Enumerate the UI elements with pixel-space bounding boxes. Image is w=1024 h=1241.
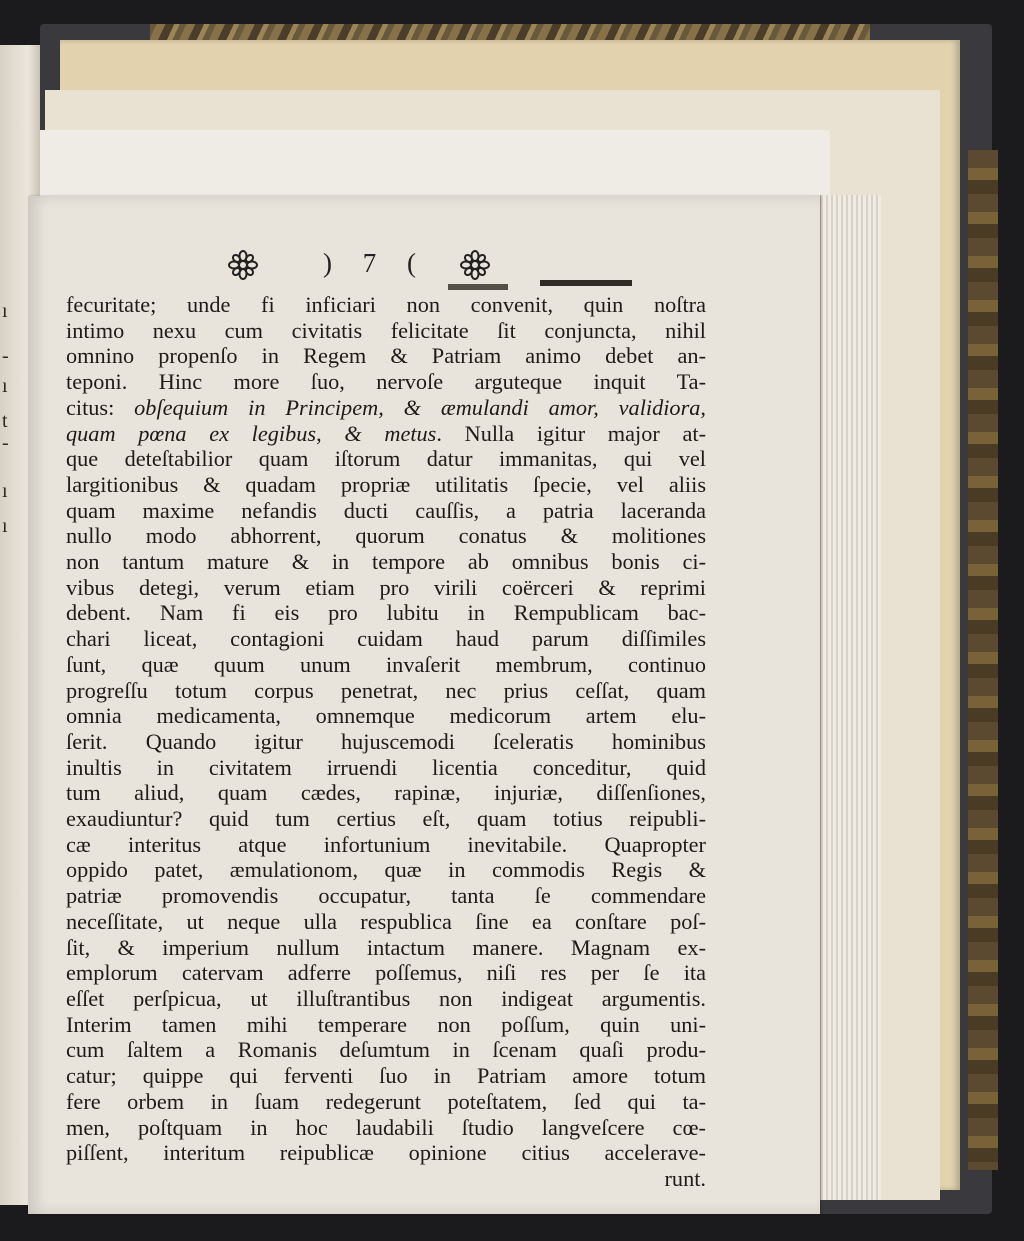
text-segment: neceſſitate, ut neque ulla respublica ſine ea conſtare poſ- xyxy=(66,908,706,934)
text-line xyxy=(66,575,706,601)
text-segment: vibus detegi, verum etiam pro virili coërceri & reprimi xyxy=(66,574,706,600)
text-segment: men, poſtquam in hoc laudabili ſtudio langveſcere cœ- xyxy=(66,1114,706,1140)
text-line xyxy=(66,1063,706,1089)
text-line xyxy=(66,806,706,832)
flower-ornament-icon xyxy=(228,250,258,280)
text-line xyxy=(66,857,706,883)
text-line xyxy=(66,1140,706,1166)
facing-page-fragment: ı xyxy=(2,300,8,322)
text-line xyxy=(66,780,706,806)
page-number: ) 7 ( xyxy=(323,248,428,278)
text-segment: chari liceat, contagioni cuidam haud parum diſſimiles xyxy=(66,626,706,652)
text-segment: ſunt, quæ quum unum invaſerit membrum, continuo xyxy=(66,651,706,677)
text-segment: eſſet perſpicua, ut illuſtrantibus non indigeat argumentis. xyxy=(66,985,706,1011)
text-line xyxy=(66,729,706,755)
text-segment: patriæ promovendis occupatur, tanta ſe commendare xyxy=(66,883,706,909)
text-line xyxy=(66,909,706,935)
text-line xyxy=(66,755,706,781)
text-segment: fere orbem in ſuam redegerunt poteſtatem, ſed qui ta- xyxy=(66,1088,706,1114)
text-line xyxy=(66,986,706,1012)
text-line xyxy=(66,369,706,395)
text-segment: inultis in civitatem irruendi licentia conceditur, quid xyxy=(66,754,706,780)
text-segment: ſerit. Quando igitur hujuscemodi ſceleratis hominibus xyxy=(66,728,706,754)
text-line xyxy=(66,421,706,447)
ink-smudge xyxy=(448,284,508,290)
text-line xyxy=(66,472,706,498)
text-line xyxy=(66,600,706,626)
text-line xyxy=(66,318,706,344)
facing-page-fragment: ı xyxy=(2,480,8,502)
text-line xyxy=(66,703,706,729)
text-segment: . Nulla igitur major at- xyxy=(436,420,706,446)
facing-page-fragment: ı xyxy=(2,375,8,397)
text-segment: progreſſu totum corpus penetrat, nec prius ceſſat, quam xyxy=(66,677,706,703)
text-segment: oppido patet, æmulationom, quæ in commodis Regis & xyxy=(66,857,706,883)
text-line xyxy=(66,446,706,472)
text-segment: piſſent, interitum reipublicæ opinione citius accelerave- xyxy=(66,1140,706,1166)
text-line xyxy=(66,343,706,369)
text-segment: intimo nexu cum civitatis felicitate ſit conjuncta, nihil xyxy=(66,317,706,343)
text-line xyxy=(66,960,706,986)
text-line xyxy=(66,549,706,575)
marbled-edge xyxy=(968,150,998,1170)
text-line xyxy=(66,1012,706,1038)
text-line xyxy=(66,1115,706,1141)
text-line xyxy=(66,498,706,524)
text-line xyxy=(66,1037,706,1063)
text-line xyxy=(66,523,706,549)
facing-page-fragment: - xyxy=(2,432,9,454)
page-header xyxy=(228,248,548,284)
text-line xyxy=(66,883,706,909)
text-segment: cum ſaltem a Romanis deſumtum in ſcenam quaſi produ- xyxy=(66,1037,706,1063)
text-segment: omnino propenſo in Regem & Patriam animo debet an- xyxy=(66,343,706,369)
body-text xyxy=(66,292,706,1192)
text-segment: quam maxime nefandis ducti cauſſis, a patria laceranda xyxy=(66,497,706,523)
text-segment: obſequium in Principem, & æmulandi amor, validiora, xyxy=(134,394,706,420)
text-segment: , xyxy=(316,420,345,446)
text-segment: catur; quippe qui ferventi ſuo in Patriam amore totum xyxy=(66,1063,706,1089)
text-line xyxy=(66,678,706,704)
text-line xyxy=(66,1089,706,1115)
text-line xyxy=(66,1166,706,1192)
text-segment: emplorum catervam adferre poſſemus, niſi res per ſe ita xyxy=(66,960,706,986)
text-segment: non tantum mature & in tempore ab omnibus bonis ci- xyxy=(66,549,706,575)
text-segment: ſit, & imperium nullum intactum manere. Magnam ex- xyxy=(66,934,706,960)
text-segment: teponi. Hinc more ſuo, nervoſe arguteque inquit Ta- xyxy=(66,369,706,395)
facing-page-fragment: ı xyxy=(2,515,8,537)
text-line xyxy=(66,935,706,961)
text-segment: citus: xyxy=(66,394,135,420)
facing-page-fragment: t xyxy=(2,410,8,432)
text-segment: que deteſtabilior quam iſtorum datur immanitas, qui vel xyxy=(66,446,706,472)
text-segment: & metus xyxy=(344,420,437,446)
text-segment: largitionibus & quadam propriæ utilitatis ſpecie, vel aliis xyxy=(66,471,706,497)
text-segment: quam pœna ex legibus xyxy=(66,420,317,446)
page-edges xyxy=(820,195,881,1200)
book-page xyxy=(28,196,820,1214)
ink-smudge xyxy=(540,280,632,286)
text-line xyxy=(66,395,706,421)
text-line xyxy=(66,292,706,318)
text-segment: debent. Nam fi eis pro lubitu in Rempublicam bac- xyxy=(66,600,706,626)
text-segment: nullo modo abhorrent, quorum conatus & molitiones xyxy=(66,523,706,549)
text-line xyxy=(66,626,706,652)
facing-page-fragment: - xyxy=(2,345,9,367)
text-segment: fecuritate; unde fi inficiari non convenit, quin noſtra xyxy=(66,292,706,317)
text-segment: tum aliud, quam cædes, rapinæ, injuriæ, diſſenſiones, xyxy=(66,780,706,806)
text-segment: omnia medicamenta, omnemque medicorum artem elu- xyxy=(66,703,706,729)
text-segment: cæ interitus atque infortunium inevitabile. Quapropter xyxy=(66,831,706,857)
text-line xyxy=(66,652,706,678)
text-segment: runt. xyxy=(664,1165,706,1191)
text-segment: Interim tamen mihi temperare non poſſum, quin uni- xyxy=(66,1011,706,1037)
flower-ornament-icon xyxy=(460,250,490,280)
text-line xyxy=(66,832,706,858)
text-segment: exaudiuntur? quid tum certius eſt, quam totius reipubli- xyxy=(66,806,706,832)
